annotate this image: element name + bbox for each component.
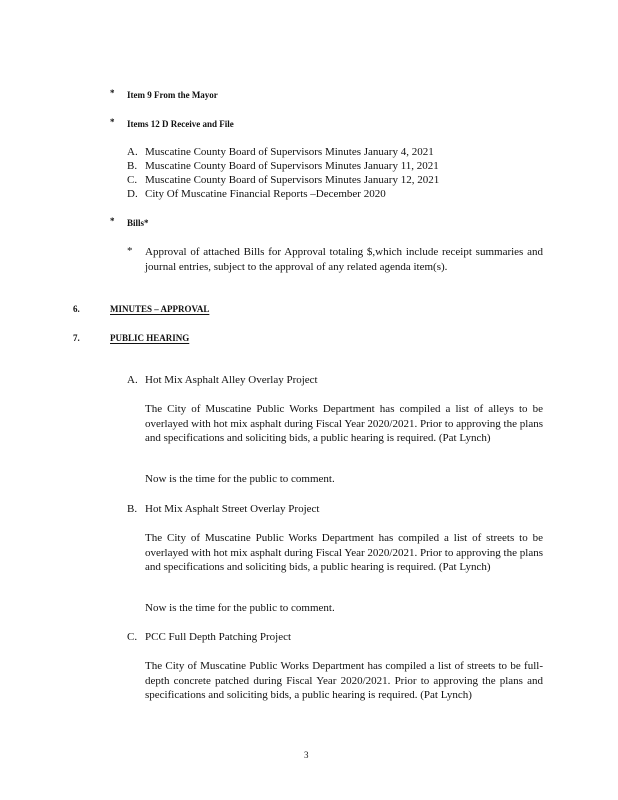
bills-bullet: * [110,216,115,226]
bills-heading: Bills* [127,218,149,228]
project-title: Hot Mix Asphalt Street Overlay Project [145,503,320,515]
bills-approval-bullet: * [127,245,133,257]
list-item-letter: C. [127,174,138,186]
project-letter: A. [127,374,138,386]
list-item-letter: A. [127,146,138,158]
section-title-minutes: MINUTES – APPROVAL [110,304,210,314]
section-title-public-hearing: PUBLIC HEARING [110,333,190,343]
section-number: 6. [73,304,80,314]
item9-text: Item 9 From the Mayor [127,90,218,100]
list-item-letter: D. [127,188,138,200]
section-number: 7. [73,333,80,343]
project-note: Now is the time for the public to comment. [145,473,335,485]
item12-text: Items 12 D Receive and File [127,119,234,129]
item9-bullet: * [110,88,115,98]
project-description: The City of Muscatine Public Works Department has compiled a list of alleys to be overlayed with hot mix asphalt during Fiscal Year 2020/2021. Prior to approving the plans and specifications and soliciting bids, a public hearing is required. (Pat Lynch) [145,403,543,444]
project-letter: B. [127,503,138,515]
project-description: The City of Muscatine Public Works Department has compiled a list of streets to be overlayed with hot mix asphalt during Fiscal Year 2020/2021. Prior to approving the plans and specifications and soliciting bids, a public hearing is required. (Pat Lynch) [145,532,543,573]
page-number: 3 [304,750,309,760]
list-item: Muscatine County Board of Supervisors Minutes January 12, 2021 [145,174,440,186]
list-item-letter: B. [127,160,138,172]
list-item: Muscatine County Board of Supervisors Minutes January 4, 2021 [145,146,434,158]
list-item: Muscatine County Board of Supervisors Minutes January 11, 2021 [145,160,439,172]
list-item: City Of Muscatine Financial Reports –December 2020 [145,188,386,200]
project-note: Now is the time for the public to comment. [145,602,335,614]
project-title: Hot Mix Asphalt Alley Overlay Project [145,374,318,386]
bills-approval-text: Approval of attached Bills for Approval totaling $,which include receipt summaries and journal entries, subject to the approval of any related agenda item(s). [145,246,543,273]
project-description: The City of Muscatine Public Works Department has compiled a list of streets to be full-depth concrete patched during Fiscal Year 2020/2021. Prior to approving the plans and specifications and soliciting bids, a public hearing is required. (Pat Lynch) [145,660,543,701]
item12-bullet: * [110,117,115,127]
project-letter: C. [127,631,138,643]
project-title: PCC Full Depth Patching Project [145,631,292,643]
